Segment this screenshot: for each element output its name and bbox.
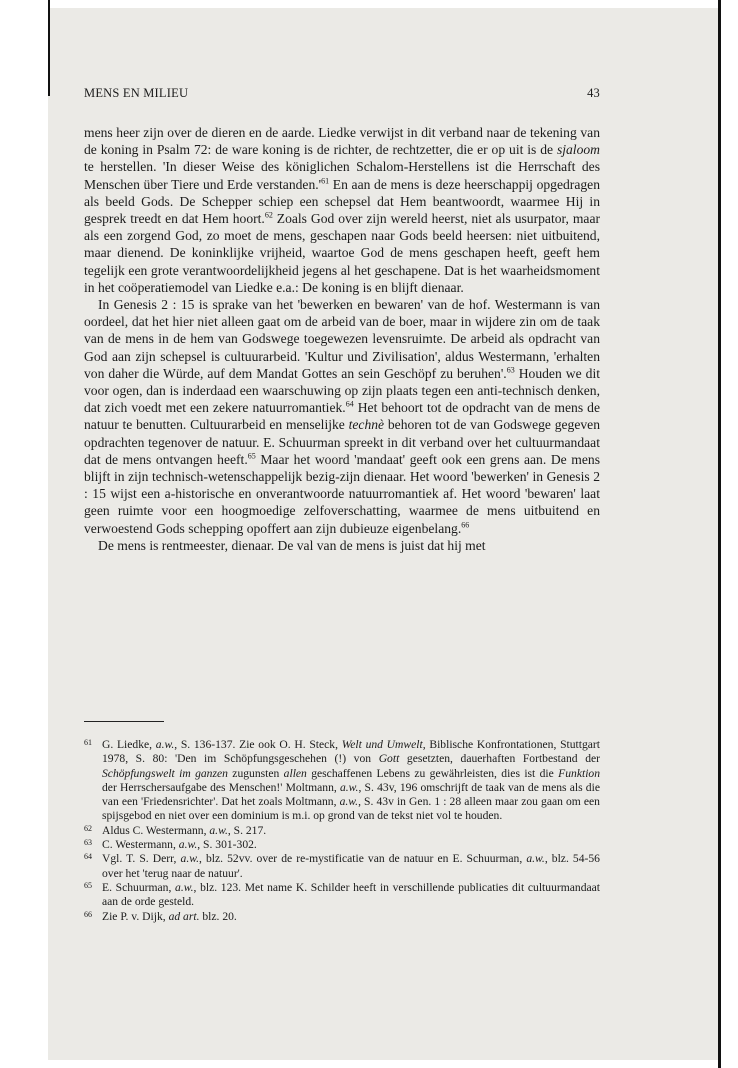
footnote-text xyxy=(102,852,600,879)
text-run: Vgl. T. S. Derr, xyxy=(102,852,181,866)
text-run: , blz. 123. Met name K. Schilder heeft in verschillende publicaties dit cultuurmandaat aan de orde gesteld. xyxy=(102,880,601,909)
italic-text: a.w. xyxy=(339,780,359,794)
italic-text: a.w. xyxy=(209,823,228,837)
text-run: , blz. 52vv. over de re-mystificatie van de natuur en E. Schuurman, xyxy=(199,852,527,866)
text-run: mens heer zijn over de dieren en de aarde. Liedke verwijst in dit verband naar de tekening van de koning in Psalm 72: de ware koning is de richter, de rechtzetter, die er op uit is de xyxy=(84,125,600,158)
text-run: geschaffenen Lebens zu gewährleisten, dies ist die xyxy=(306,766,559,780)
footnote-text xyxy=(102,738,600,822)
italic-text: Schöpfungswelt im ganzen xyxy=(102,766,228,780)
footnote-reference: 65 xyxy=(247,451,256,461)
text-run: Zoals God over zijn wereld heerst, niet als usurpator, maar als een zorgend God, zo moet de mens, geschapen naar Gods beeld heersen: niet uitbuitend, maar dienend. De koninklijke vrijheid, waartoe God de mens geschapen heeft, geeft hem tegelijk een grote verantwoordelijkheid jegens al het geschapene. Dat is het waarheidsmoment in het coöperatiemodel van Liedke e.a.: De koning is en blijft dienaar. xyxy=(84,211,600,295)
italic-text: a.w. xyxy=(178,838,198,852)
italic-text: ad art. xyxy=(168,909,200,923)
text-run: En aan de mens is deze heerschappij opgedragen als beeld Gods. De Schepper schiep een schepsel dat Hem beantwoordt, waarmee Hij in gesprek treedt en dat Hem hoort. xyxy=(84,176,600,227)
text-run: gesetzten, dauerhaften Fortbestand der xyxy=(399,752,600,766)
text-run: Maar het woord 'mandaat' geeft ook een grens aan. De mens blijft in zijn technisch-wetenschappelijk bezig-zijn dienaar. Het woord 'bewerken' in Genesis 2 : 15 wijst een a-historische en onverantwoorde natuurromantiek af. Het woord 'bewaren' laat geen ruimte voor een hoogmoedige zelfoverschatting, waarmee de mens uitbuitend en verwoestend Gods schepping opoffert aan zijn dubieuze eigenbelang. xyxy=(84,451,600,536)
body-text xyxy=(84,124,600,554)
text-run: , S. 301-302. xyxy=(197,838,257,852)
footnote xyxy=(84,910,600,924)
italic-text: technè xyxy=(348,417,385,433)
text-run: , S. 43v in Gen. 1 : 28 alleen maar zou gaan om een spijsgebod en niet over een dominium is m.i. op grond van de tekst niet vol te houden. xyxy=(102,795,600,823)
footnote-number: 63 xyxy=(84,838,92,848)
text-run: zugunsten xyxy=(227,766,284,780)
footnote-text xyxy=(102,824,266,837)
running-title: MENS EN MILIEU xyxy=(84,86,189,100)
text-run: C. Westermann, xyxy=(102,838,179,852)
footnote-text xyxy=(102,881,600,908)
text-run: Houden we dit voor ogen, dan is inderdaad een waarschuwing op zijn plaats tegen een anti-technisch denken, dat zich voedt met een zekere natuurromantiek. xyxy=(84,365,600,416)
page-edge-left xyxy=(48,0,50,96)
italic-text: Funktion xyxy=(558,766,601,780)
text-run: behoren tot de van Godswege gegeven opdrachten tegenover de natuur. E. Schuurman spreekt in dit verband over het cultuurmandaat dat de mens ontvangen heeft. xyxy=(84,417,600,467)
footnote xyxy=(84,881,600,910)
footnote xyxy=(84,838,600,852)
italic-text: a.w. xyxy=(175,880,194,894)
text-run: te herstellen. 'In dieser Weise des königlichen Schalom-Herstellens ist die Herrschaft des Menschen über Tiere und Erde verstanden.' xyxy=(84,159,600,192)
text-run: Biblische Konfrontationen, Stuttgart 1978, S. 80: 'Den im Schöpfungsgeschehen (!) von xyxy=(102,738,601,766)
footnote-text xyxy=(102,838,257,851)
paragraph xyxy=(84,537,600,554)
text-run: Het behoort tot de opdracht van de mens de natuur te benutten. Cultuurarbeid en menselijke xyxy=(84,400,600,433)
text-run: , blz. 54-56 over het 'terug naar de natuur'. xyxy=(102,852,600,880)
text-run: , S. 43v, 196 omschrijft de taak van de mens als die van een 'Friedensrichter'. Dat het zoals Moltmann, xyxy=(102,780,600,809)
footnote-number: 65 xyxy=(84,880,92,890)
text-run: der Herrschersaufgabe des Menschen!' Moltmann, xyxy=(102,780,340,794)
footnote xyxy=(84,738,600,824)
footnote-reference: 63 xyxy=(506,365,515,375)
page-edge-right xyxy=(718,0,721,1068)
text-run: , S. 217. xyxy=(227,823,267,837)
footnote-number: 62 xyxy=(84,823,92,833)
text-run: De mens is rentmeester, dienaar. De val van de mens is juist dat hij met xyxy=(98,537,486,553)
text-run: Aldus C. Westermann, xyxy=(102,823,210,837)
italic-text: allen xyxy=(283,766,307,780)
italic-text: sjaloom xyxy=(556,142,600,158)
footnote xyxy=(84,852,600,881)
text-run: Zie P. v. Dijk, xyxy=(102,909,169,923)
italic-text: Welt und Umwelt, xyxy=(341,738,426,751)
italic-text: Gott xyxy=(378,752,400,766)
paragraph xyxy=(84,124,600,296)
footnote-number: 66 xyxy=(84,909,92,919)
text-run: , S. 136-137. Zie ook O. H. Steck, xyxy=(174,738,342,751)
text-run: E. Schuurman, xyxy=(102,880,176,894)
footnote-number: 61 xyxy=(84,738,92,747)
text-run: In Genesis 2 : 15 is sprake van het 'bewerken en bewaren' van de hof. Westermann is van oordeel, dat het hier niet alleen gaat om de arbeid van de boer, maar in wijdere zin om de taak van de mens in de hem van Godswege toegewezen levensruimte. De arbeid als opdracht van God aan zijn schepsel is cultuurarbeid. 'Kultur und Zivilisation', aldus Westermann, 'erhalten von daher die Würde, auf dem Mandat Gottes an sein Geschöpf zu beruhen'. xyxy=(84,297,600,381)
italic-text: a.w. xyxy=(180,852,200,866)
italic-text: a.w. xyxy=(526,852,545,866)
italic-text: a.w. xyxy=(155,738,175,751)
footnote-reference: 64 xyxy=(345,399,354,409)
footnote-separator xyxy=(84,721,164,722)
italic-text: a.w. xyxy=(339,795,359,809)
page-number: 43 xyxy=(587,86,600,100)
text-run: G. Liedke, xyxy=(102,738,156,751)
text-run: blz. 20. xyxy=(199,909,237,923)
paragraph xyxy=(84,296,600,537)
footnote-reference: 61 xyxy=(321,176,330,186)
footnote-text xyxy=(102,910,237,923)
footnote-reference: 62 xyxy=(264,210,273,220)
footnote xyxy=(84,824,600,838)
footnotes xyxy=(84,738,600,924)
footnote-reference: 66 xyxy=(461,520,470,530)
footnote-number: 64 xyxy=(84,852,92,862)
